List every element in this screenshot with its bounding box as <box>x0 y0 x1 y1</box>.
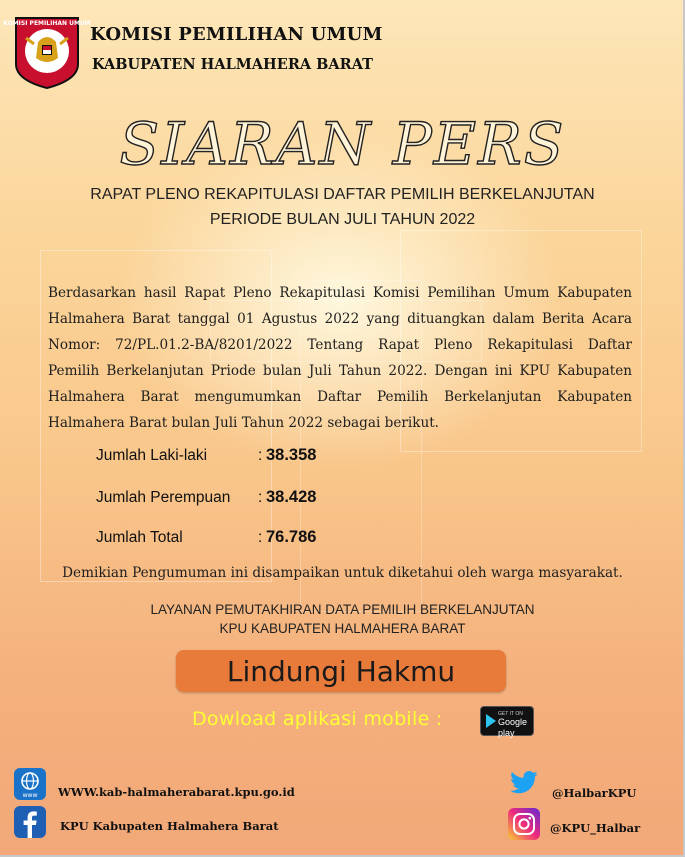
twitter-icon[interactable] <box>508 768 540 798</box>
organization-subtitle: KABUPATEN HALMAHERA BARAT <box>92 56 373 73</box>
stat-row-female <box>96 488 316 507</box>
kpu-logo-icon <box>3 14 91 90</box>
website-link[interactable]: WWW.kab-halmaherabarat.kpu.go.id <box>58 785 295 799</box>
facebook-icon[interactable] <box>14 806 46 838</box>
stat-colon: : <box>258 447 263 464</box>
stat-value: 38.358 <box>266 446 317 464</box>
announcement-body <box>48 280 632 436</box>
download-app-text: Dowload aplikasi mobile : <box>192 708 443 730</box>
lindungi-hakmu-button[interactable] <box>176 650 506 692</box>
organization-name: KOMISI PEMILIHAN UMUM <box>90 24 383 45</box>
www-icon[interactable] <box>14 768 46 800</box>
subtitle-line-1: RAPAT PLENO REKAPITULASI DAFTAR PEMILIH BERKELANJUTAN <box>90 186 595 203</box>
service-line-2: KPU KABUPATEN HALMAHERA BARAT <box>219 621 466 636</box>
body-line: Halmahera Barat mengumumkan Daftar Pemilih Berkelanjutan Kabupaten <box>48 389 632 405</box>
stat-colon: : <box>258 529 263 546</box>
instagram-handle[interactable]: @KPU_Halbar <box>550 821 641 835</box>
stat-label: Jumlah Laki-laki <box>96 447 208 464</box>
body-line: Halmahera Barat tanggal 01 Agustus 2022 yang dituangkan dalam Berita Acara <box>48 311 632 327</box>
subtitle-line-2: PERIODE BULAN JULI TAHUN 2022 <box>209 211 476 228</box>
facebook-link[interactable]: KPU Kabupaten Halmahera Barat <box>60 819 279 833</box>
body-line: Halmahera Barat bulan Juli Tahun 2022 sebagai berikut. <box>48 415 439 431</box>
stat-colon: : <box>258 489 263 506</box>
www-icon-label: www <box>22 792 38 799</box>
twitter-handle[interactable]: @HalbarKPU <box>552 786 637 800</box>
body-line: Nomor: 72/PL.01.2-BA/8201/2022 Tentang Rapat Pleno Rekapitulasi Daftar <box>48 337 632 353</box>
stat-row-total <box>96 528 316 547</box>
body-line: Berdasarkan hasil Rapat Pleno Rekapitulasi Komisi Pemilihan Umum Kabupaten <box>48 285 632 301</box>
page-title: SIARAN PERS <box>119 110 566 178</box>
button-label: Lindungi Hakmu <box>226 654 456 688</box>
service-line-1: LAYANAN PEMUTAKHIRAN DATA PEMILIH BERKELANJUTAN <box>150 602 535 617</box>
stat-row-male <box>96 446 316 465</box>
logo-ring-text: KOMISI PEMILIHAN UMUM <box>3 20 91 27</box>
stat-label: Jumlah Total <box>96 529 183 546</box>
stat-value: 38.428 <box>266 488 317 506</box>
store-small-label: GET IT ON <box>498 711 523 717</box>
body-line: Pemilih Berkelanjutan Priode bulan Juli Tahun 2022. Dengan ini KPU Kabupaten <box>48 363 632 379</box>
google-play-icon <box>486 714 496 728</box>
stat-label: Jumlah Perempuan <box>96 489 231 506</box>
closing-statement: Demikian Pengumuman ini disampaikan untuk diketahui oleh warga masyarakat. <box>62 565 623 581</box>
google-play-badge[interactable] <box>480 706 534 736</box>
instagram-icon[interactable] <box>508 808 540 840</box>
stat-value: 76.786 <box>266 528 317 546</box>
store-name-label: Google play <box>498 717 528 738</box>
